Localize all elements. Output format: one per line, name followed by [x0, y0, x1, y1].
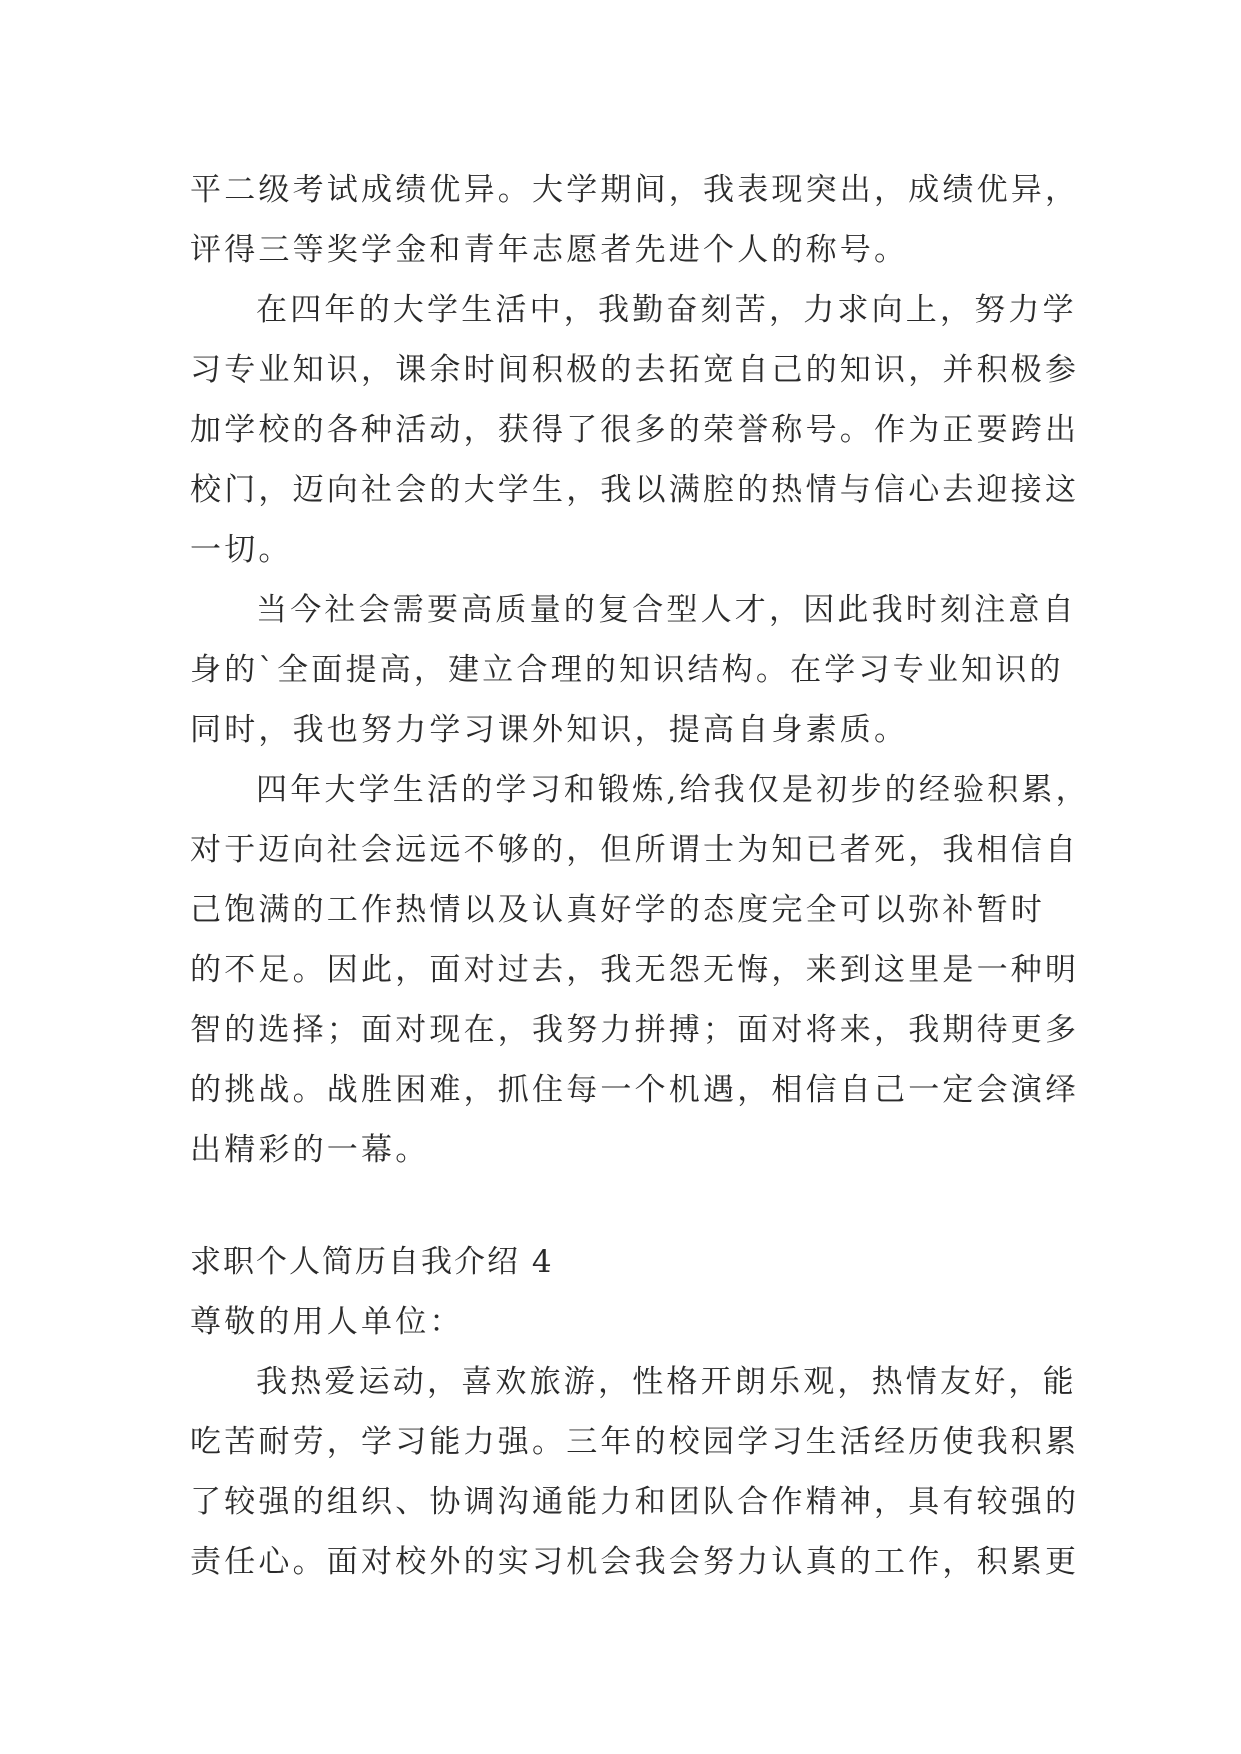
- text-line: 加学校的各种活动，获得了很多的荣誉称号。作为正要跨出: [190, 412, 1080, 448]
- text-line: 我热爱运动，喜欢旅游，性格开朗乐观，热情友好，能: [256, 1364, 1077, 1400]
- paragraph-conclusion: [190, 760, 1090, 1180]
- text-line: 一切。: [190, 532, 293, 568]
- text-line: 了较强的组织、协调沟通能力和团队合作精神，具有较强的: [190, 1484, 1080, 1520]
- document-page: [190, 160, 1090, 1592]
- salutation: 尊敬的用人单位：: [190, 1304, 464, 1340]
- text-line: 的挑战。战胜困难，抓住每一个机遇，相信自己一定会演绎: [190, 1072, 1080, 1108]
- paragraph-continuation: [190, 160, 1080, 280]
- paragraph-self-improvement: [190, 580, 1077, 760]
- text-line: 智的选择；面对现在，我努力拼搏；面对将来，我期待更多: [190, 1012, 1080, 1048]
- text-line: 评得三等奖学金和青年志愿者先进个人的称号。: [190, 232, 909, 268]
- section-spacer: [190, 1180, 1050, 1232]
- text-line: 吃苦耐劳，学习能力强。三年的校园学习生活经历使我积累: [190, 1424, 1080, 1460]
- paragraph-university-life: [190, 280, 1080, 580]
- text-line: 习专业知识，课余时间积极的去拓宽自己的知识，并积极参: [190, 352, 1080, 388]
- text-line: 责任心。面对校外的实习机会我会努力认真的工作，积累更: [190, 1544, 1080, 1580]
- section-title: 求职个人简历自我介绍 4: [190, 1244, 554, 1280]
- text-line: 同时，我也努力学习课外知识，提高自身素质。: [190, 712, 909, 748]
- text-line: 平二级考试成绩优异。大学期间，我表现突出，成绩优异，: [190, 172, 1080, 208]
- text-line: 对于迈向社会远远不够的，但所谓士为知已者死，我相信自: [190, 832, 1080, 868]
- text-line: 四年大学生活的学习和锻炼,给我仅是初步的经验积累，: [256, 772, 1090, 808]
- text-line: 的不足。因此，面对过去，我无怨无悔，来到这里是一种明: [190, 952, 1080, 988]
- text-line: 在四年的大学生活中，我勤奋刻苦，力求向上，努力学: [256, 292, 1077, 328]
- paragraph-personality: [190, 1352, 1080, 1592]
- text-line: 己饱满的工作热情以及认真好学的态度完全可以弥补暂时: [190, 892, 1045, 928]
- text-line: 身的`全面提高，建立合理的知识结构。在学习专业知识的: [190, 652, 1064, 688]
- text-line: 当今社会需要高质量的复合型人才，因此我时刻注意自: [256, 592, 1077, 628]
- text-line: 校门，迈向社会的大学生，我以满腔的热情与信心去迎接这: [190, 472, 1080, 508]
- text-line: 出精彩的一幕。: [190, 1132, 430, 1168]
